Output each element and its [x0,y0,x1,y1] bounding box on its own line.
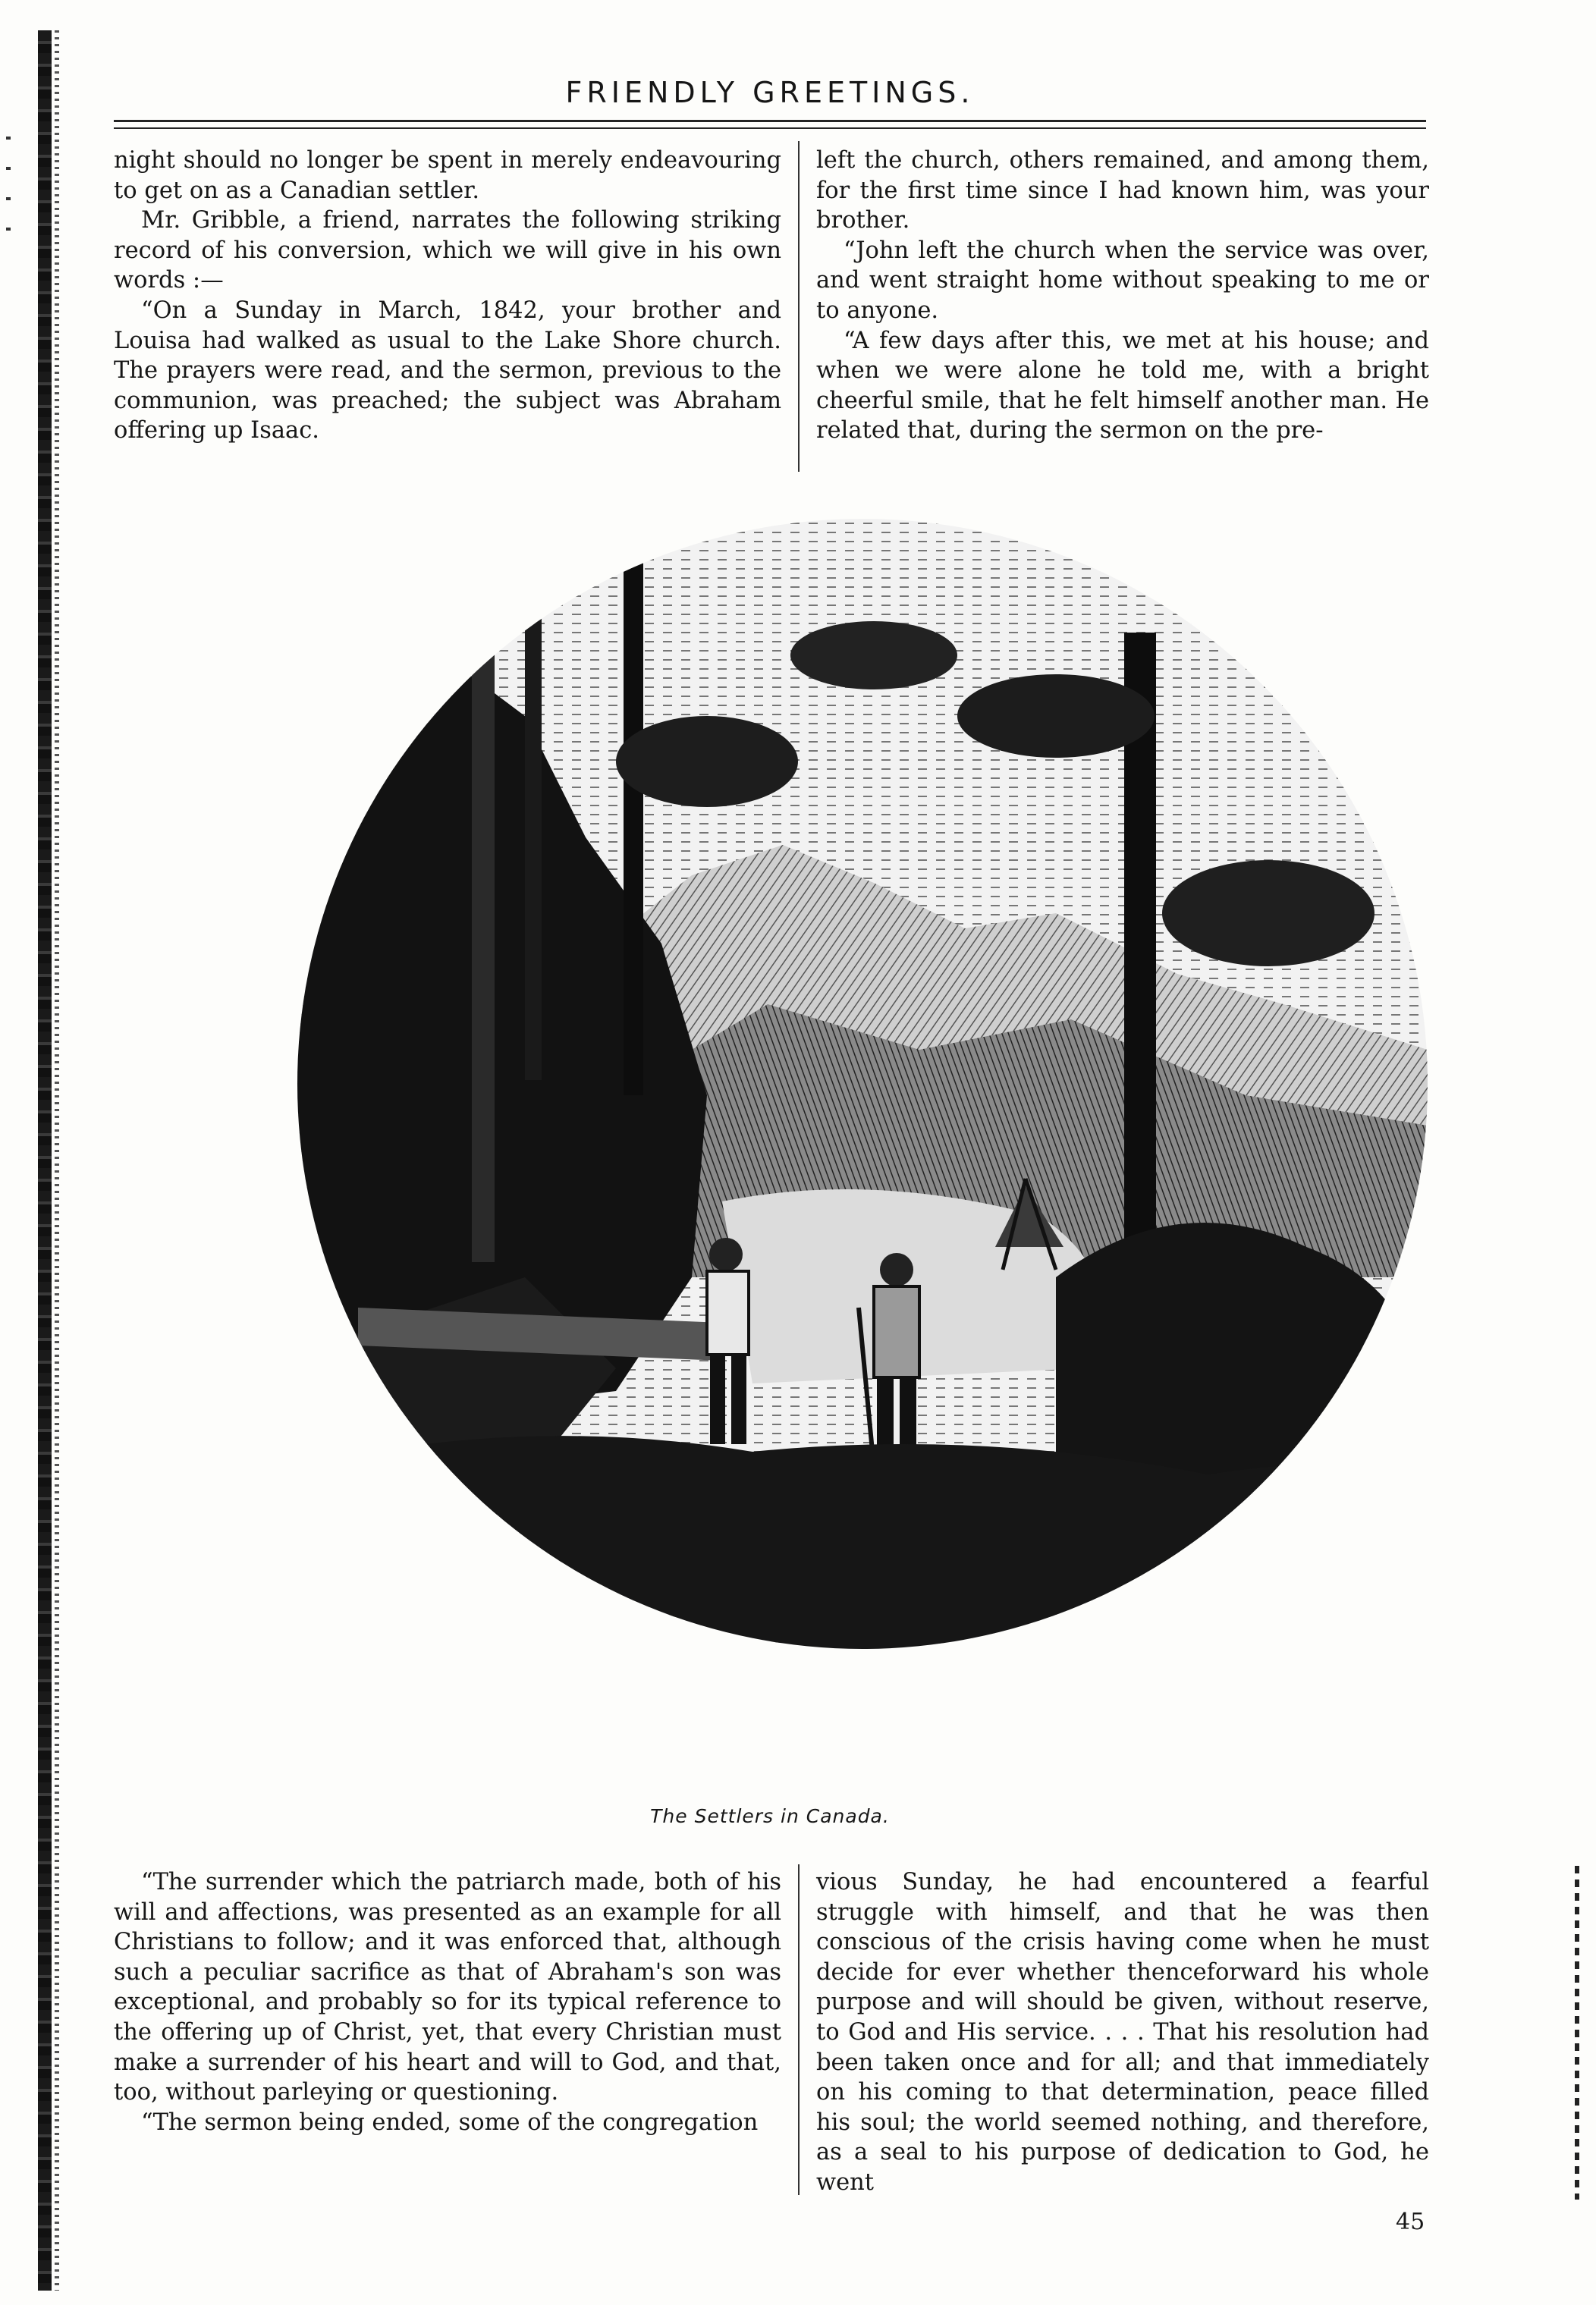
paragraph: “The surrender which the patriarch made, both of his will and affections, was presented as an example for all Christians to follow; and it was enforced that, although such a peculiar sacrifice as that of Abraham's son was exceptional, and probably so for its typical reference to the offering up of Christ, yet, that every Christian must make a surrender of his heart and will to God, and that, too, without parleying or questioning. [114,1869,781,2106]
column-divider [798,1864,800,2195]
page-number: 45 [1396,2209,1425,2235]
paragraph: left the church, others remained, and among them, for the first time since I had known him, was your brother. [816,147,1429,234]
scan-edge-marks [1575,1866,1579,2200]
bottom-left-column [114,1867,781,2137]
margin-specks [6,137,11,258]
settlers-illustration [297,519,1428,1649]
paragraph: Mr. Gribble, a friend, narrates the following striking record of his conversion, which we will give in his own words :— [114,207,781,294]
top-right-column [816,146,1429,446]
column-divider [798,141,800,472]
paragraph: vious Sunday, he had encountered a fearful struggle with himself, and that he was then conscious of the crisis having come when he must decide for ever whether thenceforward his whole purpose and will should be given, without reserve, to God and His service. . . . That his resolution had been taken once and for all; and that immediately on his coming to that determination, peace filled his soul; the world seemed nothing, and therefore, as a seal to his purpose of dedication to God, he went [816,1869,1429,2196]
illustration-caption: The Settlers in Canada. [650,1805,890,1827]
paragraph: “John left the church when the service was over, and went straight home without speaking to me or to anyone. [816,237,1429,324]
paragraph: “The sermon being ended, some of the congregation [141,2109,759,2136]
header-rule-thin [114,127,1426,129]
paragraph: night should no longer be spent in merely endeavouring to get on as a Canadian settler. [114,147,781,204]
scanned-page-edge [38,30,52,2291]
running-header: FRIENDLY GREETINGS. [565,76,975,109]
bottom-right-column [816,1867,1429,2198]
paragraph: “On a Sunday in March, 1842, your brother and Louisa had walked as usual to the Lake Shore church. The prayers were read, and the sermon, previous to the communion, was preached; the subject was Abraham offering up Isaac. [114,297,781,444]
header-rule-thick [114,120,1426,122]
engraving-image [297,519,1428,1649]
top-left-column [114,146,781,446]
paragraph: “A few days after this, we met at his house; and when we were alone he told me, with a bright cheerful smile, that he felt himself another man. He related that, during the sermon on the pre- [816,327,1429,444]
